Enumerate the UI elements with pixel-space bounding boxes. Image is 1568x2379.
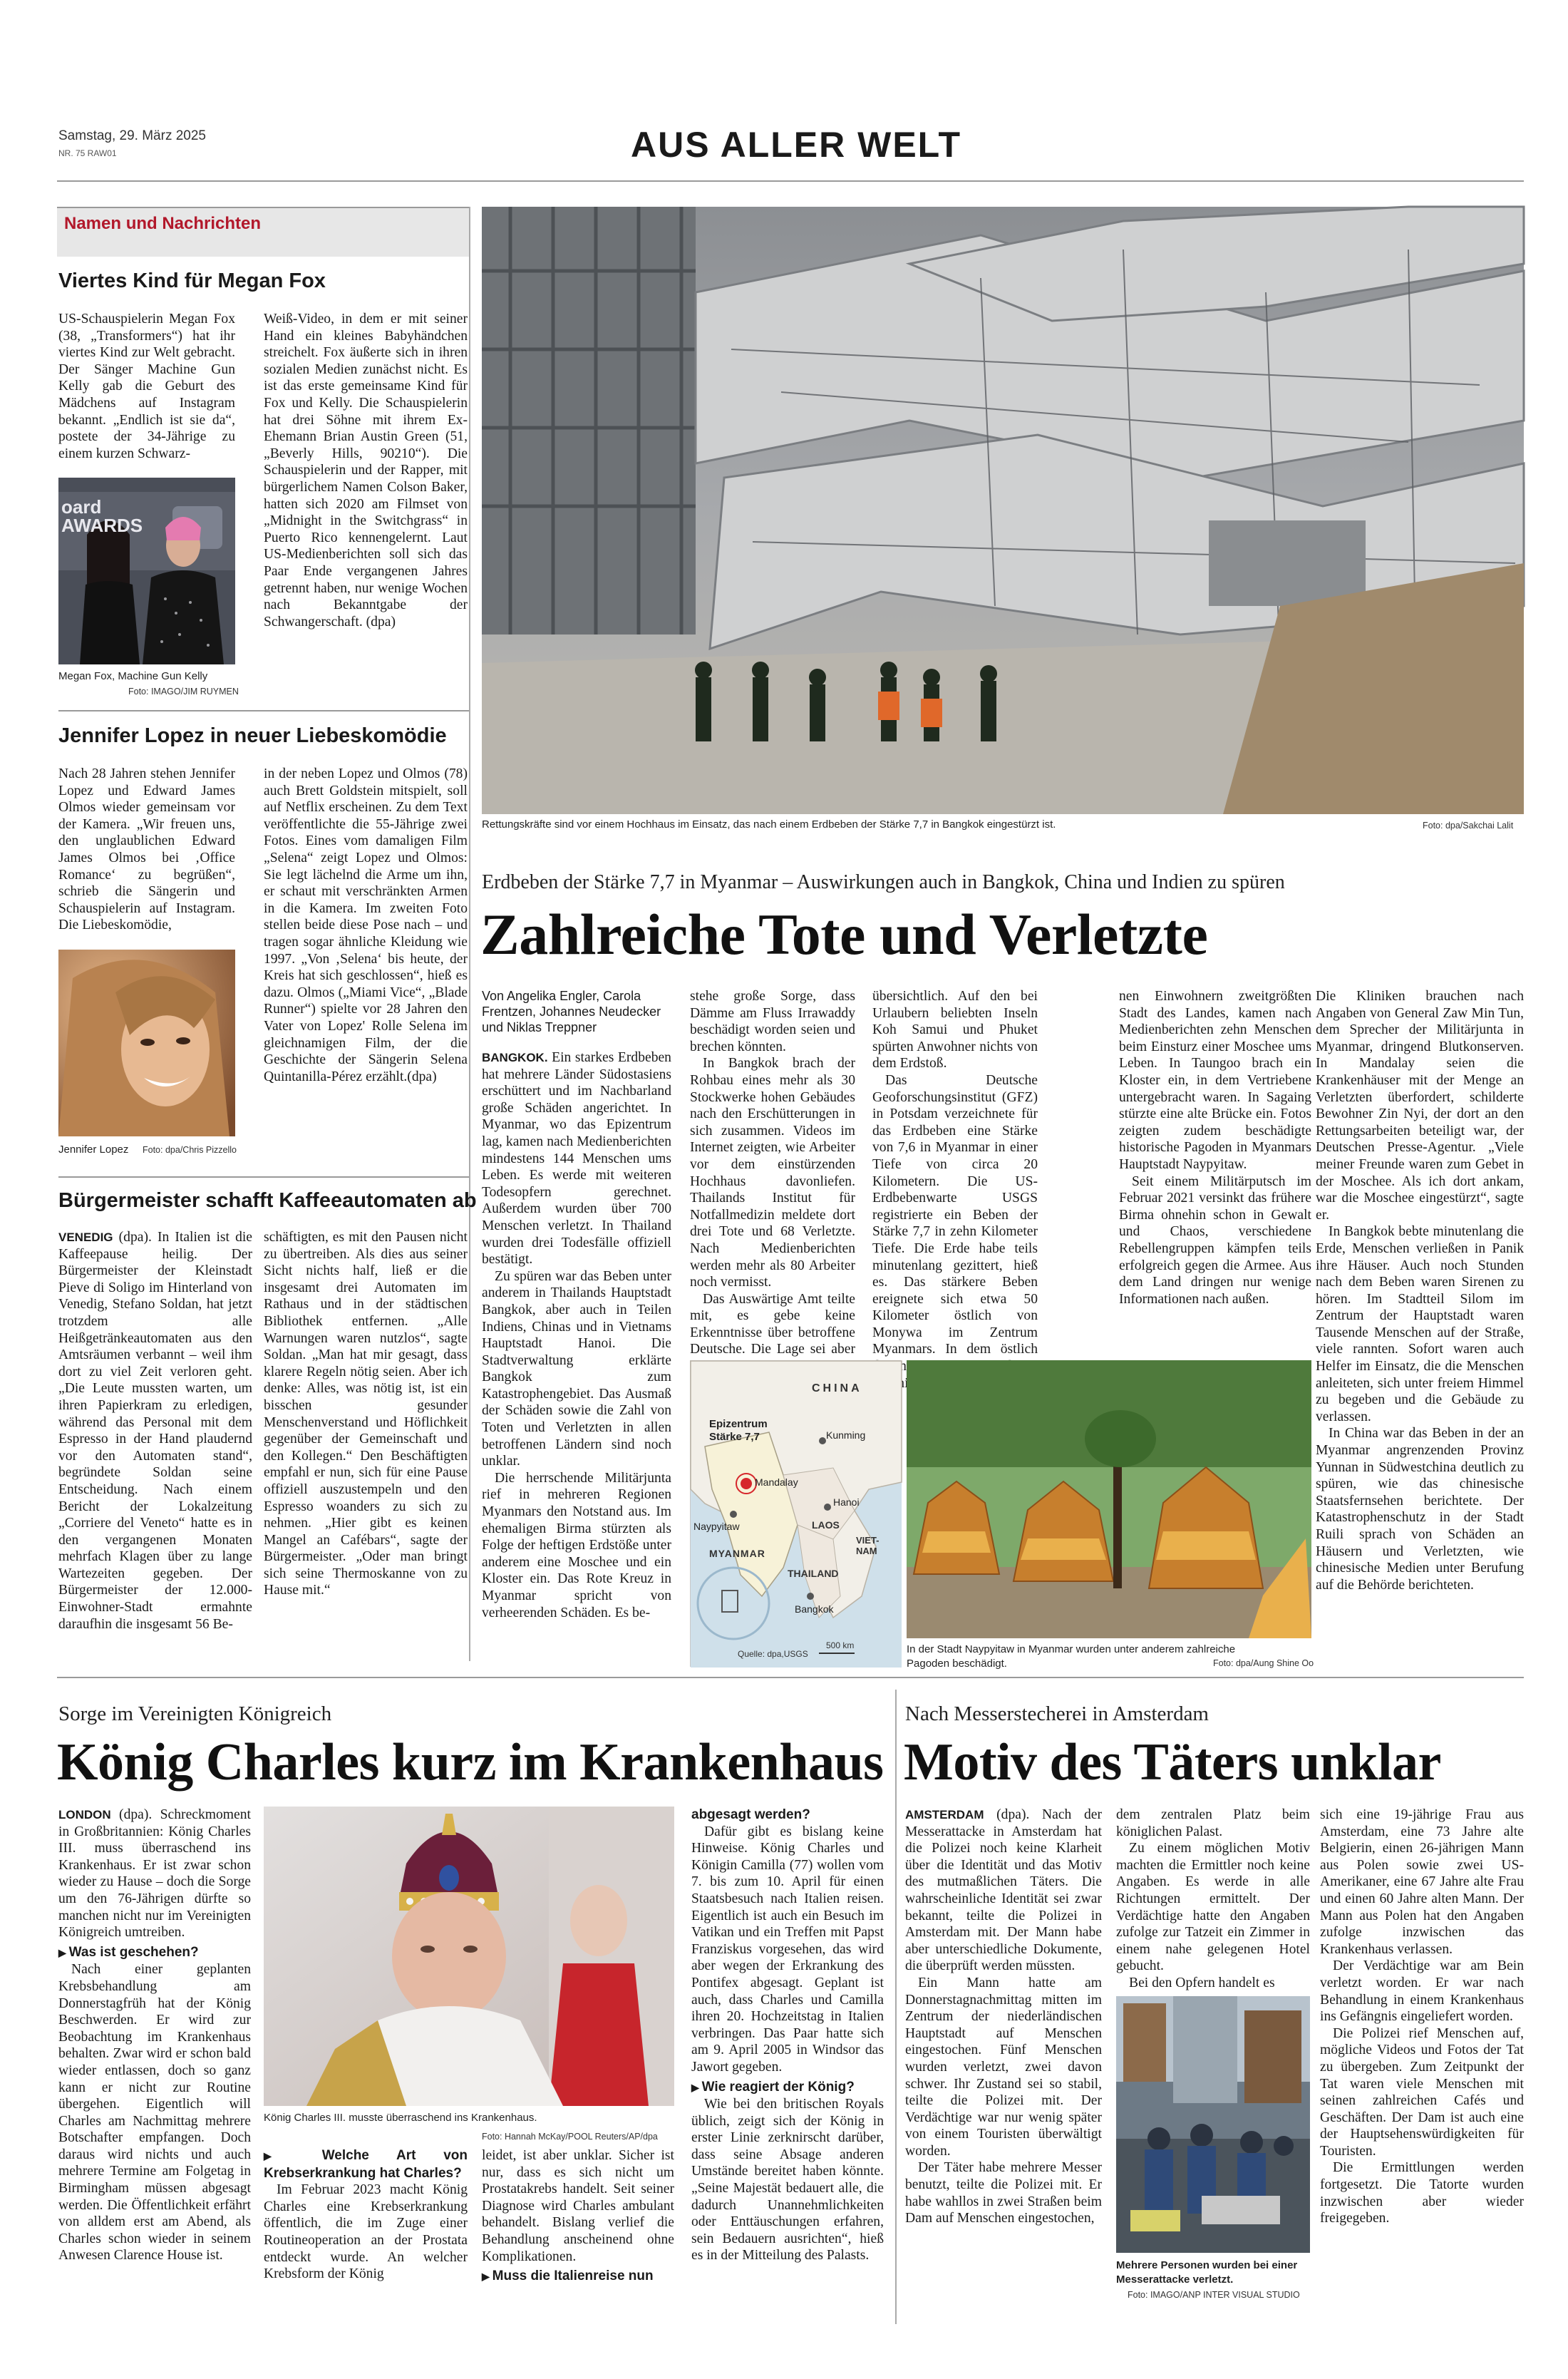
quake-map <box>690 1360 901 1667</box>
lopez-headline: Jennifer Lopez in neuer Liebeskomödie <box>58 724 447 747</box>
amsterdam-col1-p3: Der Täter habe mehrere Messer benutzt, teilte die Polizei mit. Er habe wahllos in zwei Straßen beim Dam auf Menschen eingestochen, <box>905 2160 1102 2226</box>
amsterdam-col3-p3: Die Polizei rief Menschen auf, mögliche Videos und Fotos der Tat zu übergeben. Zum Zeitpunkt der Tat waren viele Menschen mit seinen zahlreichen Cafés und Geschäften. Der Dam ist auch eine der Hauptsehenswürdigkeiten für Touristen. <box>1320 2025 1524 2159</box>
coffee-text-col1 <box>58 1229 252 1650</box>
namen-header-label: Namen und Nachrichten <box>64 214 262 233</box>
quake-col4-p1: nen Einwohnern zweitgrößten Stadt des Landes, kamen nach Medienberichten zehn Menschen beim Einsturz einer Moschee ums Leben. In Taungoo brach ein Kloster ein, in dem Vertriebene untergebracht waren. In Sagaing stürzte eine alte Brücke ein. Fotos zeigten zudem beschädigte historische Pagoden in Myanmars Hauptstadt Naypyitaw. <box>1119 989 1311 1172</box>
amsterdam-col3 <box>1320 1807 1524 2324</box>
map-label-thailand: THAILAND <box>788 1568 839 1579</box>
quake-col5-p3: In China war das Beben in der an Myanmar angrenzenden Provinz Yunnan in Südwestchina deutlich zu spüren, wie das chinesische Staatsfernsehen berichtete. Der Katastrophenschutz in der Stadt Ruili sprach von Schäden an Häusern und Verletzten, wie chinesische Medien unter Berufung auf die Behörde berichteten. <box>1316 1426 1524 1593</box>
charles-col4-p2: Wie bei den britischen Royals üblich, zeigt sich der König in erster Linie zerknirscht darüber, dass seine Absage anderen Umstände bereitet haben könnte. „Seine Majestät bedauert alle, die dadurch Unannehmlichkeiten oder Enttäuschungen erfahren, sein Bedauern ausrichten“, hieß es in der Mitteilung des Palasts. <box>691 2097 884 2264</box>
map-scale: 500 km <box>826 1640 855 1650</box>
map-label-bangkok: Bangkok <box>795 1603 834 1615</box>
coffee-text-col1-p <box>58 1229 252 1633</box>
amsterdam-kicker: Nach Messerstecherei in Amsterdam <box>905 1702 1209 1725</box>
charles-col1-p1 <box>58 1807 251 1941</box>
amsterdam-photo-image <box>1116 1996 1310 2253</box>
amsterdam-col1-p1-body: (dpa). Nach der Messerattacke in Amsterdam hat die Polizei noch keine Klarheit über die Identität und das Motiv des mutmaßlichen Täters. Die wahrscheinliche Identität sei zwar bekannt, teilte die Polizei in Amsterdam mit. Der Mann habe aber unterschiedliche Dokumente, die überprüft werden müssten. <box>905 1807 1102 1974</box>
charles-col1-p1-body: (dpa). Schreckmoment in Großbritannien: König Charles III. muss überraschend ins Krankenhaus. Er ist zwar schon wieder zu Hause – doch die Sorge um den 76-Jährigen dürfte so manchen nicht nur im Vereinigten Königreich umtreiben. <box>58 1807 251 1941</box>
quake-kicker: Erdbeben der Stärke 7,7 in Myanmar – Auswirkungen auch in Bangkok, China und Indien zu spüren <box>482 871 1285 893</box>
charles-kicker: Sorge im Vereinigten Königreich <box>58 1702 332 1725</box>
charles-headline: König Charles kurz im Krankenhaus <box>57 1733 884 1792</box>
quake-col3 <box>872 988 1038 1391</box>
charles-photo <box>264 1807 674 2106</box>
coffee-text-col2 <box>264 1229 468 1650</box>
amsterdam-col3-p4: Die Ermittlungen werden fortgesetzt. Die Tatorte wurden inzwischen aber wieder freigegeben. <box>1320 2160 1524 2226</box>
charles-photo-credit: Foto: Hannah McKay/POOL Reuters/AP/dpa <box>482 2132 658 2142</box>
charles-col1-p2: Nach einer geplanten Krebsbehandlung am Donnerstagfrüh hat der König Beschwerden. Er wird zur Beobachtung im Krankenhaus behalten. Zwar wird er schon bald wieder entlassen, doch so ganz kann er nicht zur Routine übergehen. Eigentlich will Charles am Nachmittag mehrere Botschafter empfangen. Doch daraus wird nichts und auch mehrere Termine am Folgetag in Birmingham müssen abgesagt werden. Die Öffentlichkeit erfährt von alldem erst am Abend, als Charles schon wieder in seinem Anwesen Clarence House ist. <box>58 1962 251 2264</box>
charles-col4-head: abgesagt werden? <box>691 1807 810 1822</box>
amsterdam-col2-p3: Bei den Opfern handelt es <box>1129 1975 1275 1990</box>
charles-col3 <box>482 2147 674 2324</box>
pagoda-photo-image <box>907 1360 1311 1638</box>
quake-col2 <box>690 988 855 1357</box>
map-label-hanoi: Hanoi <box>833 1496 860 1508</box>
pagoda-caption: In der Stadt Naypyitaw in Myanmar wurden unter anderem zahlreiche Pagoden beschädigt. <box>907 1643 1236 1670</box>
lopez-text-col2 <box>264 766 468 1165</box>
namen-header <box>57 207 469 257</box>
lopez-photo-image <box>58 950 235 1136</box>
quake-col2-p1: stehe große Sorge, dass Dämme am Fluss Irrawaddy beschädigt worden seien und brechen könnten. <box>690 989 855 1054</box>
charles-sub1: ▶ Was ist geschehen? <box>58 1944 251 1962</box>
pagoda-credit: Foto: dpa/Aung Shine Oo <box>1213 1658 1314 1668</box>
quake-col5 <box>1316 988 1524 1663</box>
amsterdam-col3-p1: sich eine 19-jährige Frau aus Amsterdam, eine 73 Jahre alte Belgierin, einen 26-jährigen Mann aus Polen sowie zwei US-Amerikaner, eine 67 Jahre alte Frau und einen 60 Jahre alten Mann. Der Mann aus Polen hat den Angaben zufolge inzwischen das Krankenhaus verlassen. <box>1320 1807 1524 1957</box>
amsterdam-headline: Motiv des Täters unklar <box>904 1733 1441 1792</box>
quake-photo-caption: Rettungskräfte sind vor einem Hochhaus im Einsatz, das nach einem Erdbeben der Stärke 7,7 in Bangkok eingestürzt ist. <box>482 818 1056 831</box>
map-label-china: CHINA <box>812 1382 862 1394</box>
map-label-laos: LAOS <box>812 1519 840 1531</box>
amsterdam-photo-credit: Foto: IMAGO/ANP INTER VISUAL STUDIO <box>1128 2290 1300 2300</box>
map-label-myanmar: MYANMAR <box>709 1548 765 1559</box>
quake-col5-p1: Die Kliniken brauchen nach Angaben von General Zaw Min Tun, dem Sprecher der Militärjunta in Myanmar, dringend Blutkonserven. In Mandalay seien die Krankenhäuser mit der Menge an Verletzten überfordert, schilderte Bewohner Zin Nyi, der dort an den Rettungsarbeiten beteiligt war, der Deutschen Presse-Agentur. „Viele meiner Freunde waren zum Gebet in der Moschee. Als ich dort ankam, war die Moschee eingestürzt“, sagte er. <box>1316 989 1524 1223</box>
charles-photo-image <box>264 1807 674 2106</box>
quake-headline: Zahlreiche Tote und Verletzte <box>480 902 1208 967</box>
quake-col5-p2: In Bangkok bebte minutenlang die Erde, Menschen verließen in Panik ihre Häuser. Auch noch Stunden nach dem Beben waren Sirenen zu hören. Im Stadtteil Silom im Zentrum der Hauptstadt waren Tausende Menschen auf der Straße, viele rannten. Sofort waren auch Helfer im Einsatz, die die Menschen anleiteten, sich unter freiem Himmel zu begeben und die Gebäude zu verlassen. <box>1316 1224 1524 1424</box>
lopez-text-col2-body: in der neben Lopez und Olmos (78) auch Brett Goldstein mitspielt, soll auf Netflix erscheinen. Zu dem Text veröffentlichte die 55-Jährige zwei Fotos. Eines vom damaligen Film „Selena“ zeigt Lopez und Olmos: Sie legt lächelnd die Arme um ihn, er schaut mit verschränkten Armen in die Kamera. Im zweiten Foto stellen beide diese Pose nach – und tragen sogar ähnliche Kleidung wie 1997. „Von ‚Selena‘ bis heute, der Kreis hat sich geschlossen“, hieß es dazu. Olmos („Miami Vice“, „Blade Runner“) spielte vor 28 Jahren den Vater von Lopez' Rolle Selena im gleichnamigen Film, der die Geschichte der Sängerin Selena Quintanilla-Pérez erzählt. <box>264 766 468 1084</box>
masthead-edition: NR. 75 RAW01 <box>58 148 117 158</box>
amsterdam-dateline: AMSTERDAM <box>905 1808 984 1821</box>
lopez-photo-credit: Foto: dpa/Chris Pizzello <box>143 1145 237 1155</box>
lopez-text-col2-p <box>264 766 468 1085</box>
lopez-rule <box>58 1176 469 1178</box>
map-source: Quelle: dpa,USGS <box>738 1649 808 1659</box>
amsterdam-col1-p2: Ein Mann hatte am Donnerstagnachmittag mitten im Zentrum der niederländischen Hauptstadt auf Menschen eingestochen. Fünf Menschen wurden verletzt, zwei davon schwer. Ihr Zustand sei so stabil, teilte die Polizei mit. Der Verdächtige war nur wenig später von einem Touristen überwältigt worden. <box>905 1975 1102 2159</box>
amsterdam-col2-p1: dem zentralen Platz beim königlichen Palast. <box>1116 1807 1310 1839</box>
quake-dateline: BANGKOK. <box>482 1051 548 1064</box>
quake-col4-p2: Seit einem Militärputsch im Februar 2021 versinkt das frühere Birma ohnehin schon in Gewalt und Chaos, verschiedene Rebellengruppen kämpfen teils erfolgreich gegen die Armee. Aus dem Land dringen nur wenige Informationen nach außen. <box>1119 1173 1311 1307</box>
map-land <box>691 1361 902 1668</box>
charles-dateline: LONDON <box>58 1808 111 1821</box>
fox-text-col1 <box>58 311 235 469</box>
fox-photo <box>58 478 235 664</box>
map-label-epicenter: Epizentrum Stärke 7,7 <box>709 1418 768 1443</box>
pagoda-photo <box>907 1360 1311 1638</box>
charles-col2-p1: Im Februar 2023 macht König Charles eine Krebserkrankung öffentlich, die im Zuge einer Routineoperation an der Prostata entdeckt wurde. An welcher Krebsform der König <box>264 2182 468 2282</box>
quake-col4 <box>1119 988 1311 1336</box>
quake-photo-credit: Foto: dpa/Sakchai Lalit <box>1423 821 1514 831</box>
fox-text-col2 <box>264 311 468 697</box>
left-column-rule <box>469 207 470 1661</box>
quake-col1-p3: Die herrschende Militärjunta rief in mehreren Regionen Myanmars den Notstand aus. Im ehemaligen Birma stürzten als Folge der heftigen Erdstöße unter anderem eine Moschee und ein Kloster ein. Das Rote Kreuz in Myanmar spricht von verheerenden Schäden. Es be- <box>482 1470 671 1620</box>
charles-sub2: ▶ Welche Art von Krebserkrankung hat Charles? <box>264 2147 468 2182</box>
masthead-rule <box>57 180 1524 182</box>
fox-agency: (dpa) <box>366 614 396 630</box>
fox-photo-sign: oard AWARDS <box>61 496 143 536</box>
lopez-text-col1-p: Nach 28 Jahren stehen Jennifer Lopez und Edward James Olmos wieder gemeinsam vor der Kamera. „Wir freuen uns, den unglaublichen Edward James Olmos bei ‚Office Romance‘ zu begrüßen“, schrieb die Sängerin und Schauspielerin auf Instagram. Die Liebeskomödie, <box>58 766 235 933</box>
quake-col3-p1: übersichtlich. Auf den bei Urlaubern beliebten Inseln Koh Samui und Phuket spürten Anwohner nichts von dem Erdstoß. <box>872 989 1038 1072</box>
fox-text-col2-body: Weiß-Video, in dem er mit seiner Hand ein kleines Babyhändchen streichelt. Fox äußerte sich in ihren sozialen Medien zunächst nicht. Es ist das erste gemeinsame Kind für Fox und Kelly. Die Schauspielerin hat drei Söhne mit ihrem Ex-Ehemann Brian Austin Green (51, „Beverly Hills, 90210“). Die Schauspielerin und der Rapper, mit bürgerlichem Namen Colson Baker, hatten sich 2020 am Filmset von „Midnight in the Switchgrass“ in Puerto Rico kennengelernt. Laut US-Medienberichten soll sich das Paar Ende vergangenen Jahres getrennt haben, nur wenige Wochen nach Bekanntgabe der Schwangerschaft. <box>264 312 468 630</box>
fox-photo-caption: Megan Fox, Machine Gun Kelly <box>58 670 208 682</box>
bottom-divider <box>895 1690 897 2324</box>
quake-col1 <box>482 988 671 1663</box>
charles-col4 <box>691 1807 884 2324</box>
charles-col4-p1: Dafür gibt es bislang keine Hinweise. König Charles und Königin Camilla (77) wollen vom 7. bis zum 10. April für einen Staatsbesuch nach Italien reisen. Eigentlich ist auch ein Besuch im Vatikan und ein Treffen mit Papst Franziskus vorgesehen, das wird aber wegen der Erkrankung des Pontifex abgesagt. Geplant ist auch, dass Charles und Camilla ihren 20. Hochzeitstag in Italien verbringen. Das Paar hatte sich am 9. April 2005 in Windsor das Jawort gegeben. <box>691 1824 884 2075</box>
coffee-dateline: VENEDIG <box>58 1230 113 1244</box>
amsterdam-col2-p2: Zu einem möglichen Motiv machten die Ermittler noch keine Angaben. Es werde in alle Richtungen ermittelt. Der Verdächtige hatte den Angaben zufolge zur Tatzeit ein Zimmer in einem nahe gelegenen Hotel gebucht. <box>1116 1841 1310 1974</box>
quake-main-photo <box>482 207 1524 814</box>
map-label-naypyitaw: Naypyitaw <box>693 1521 740 1532</box>
section-title: AUS ALLER WELT <box>631 125 962 165</box>
charles-sub4: ▶ Wie reagiert der König? <box>691 2079 884 2097</box>
quake-col2-p2: In Bangkok brach der Rohbau eines mehr als 30 Stockwerke hohen Gebäudes nach den Erschütterungen in sich zusammen. Videos im Internet zeigten, wie Arbeiter vor dem einstürzenden Hochhaus davonliefen. Thailands Institut für Notfallmedizin meldete dort drei Tote und 68 Verletzte. Nach Medienberichten werden mehr als 80 Arbeiter noch vermisst. <box>690 1056 855 1290</box>
charles-photo-caption: König Charles III. musste überraschend ins Krankenhaus. <box>264 2112 537 2124</box>
quake-col1-p1 <box>482 1049 671 1268</box>
map-label-kunming: Kunming <box>826 1429 866 1441</box>
coffee-headline: Bürgermeister schafft Kaffeeautomaten ab <box>58 1189 477 1212</box>
masthead-date: Samstag, 29. März 2025 <box>58 128 206 143</box>
map-label-mandalay: Mandalay <box>755 1476 798 1488</box>
fox-headline: Viertes Kind für Megan Fox <box>58 269 326 292</box>
amsterdam-photo <box>1116 1996 1310 2253</box>
charles-col2 <box>264 2147 468 2324</box>
coffee-text-col2-p: schäftigten, es mit den Pausen nicht zu übertreiben. Als dies aus seiner Sicht nichts half, ließ er die insgesamt drei Automaten im Rathaus und in der städtischen Bibliothek entfernen. „Alle Warnungen waren nutzlos“, sagte Soldan. „Man hat mir gesagt, dass klarere Regeln nötig seien. Aber ich denke: Alles, was nötig ist, ist ein bisschen gesunder Menschenverstand und Höflichkeit gegenüber der Gemeinschaft und den Kollegen.“ Den Beschäftigten empfahl er nun, sich für eine Pause offiziell auszustempeln und den Espresso woanders zu sich zu nehmen. „Hier gibt es keinen Mangel an Cafébars“, sagte der Bürgermeister. „Oder man bringt sich seine Thermoskanne von zu Hause mit.“ <box>264 1230 468 1598</box>
fox-photo-credit: Foto: IMAGO/JIM RUYMEN <box>128 687 239 697</box>
lopez-photo <box>58 950 235 1136</box>
bottom-rule <box>57 1677 1524 1678</box>
amsterdam-col1 <box>905 1807 1102 2324</box>
lopez-photo-caption: Jennifer Lopez <box>58 1144 129 1156</box>
lopez-agency: (dpa) <box>407 1069 437 1084</box>
charles-col3-p1: leidet, ist aber unklar. Sicher ist nur, dass es sich nicht um Prostatakrebs handelt. Seit seiner Diagnose wird Charles ambulant behandelt. Bislang verlief die Behandlung anscheinend ohne Komplikationen. <box>482 2148 674 2264</box>
amsterdam-col1-p1 <box>905 1807 1102 1975</box>
fox-text-col1-p: US-Schauspielerin Megan Fox (38, „Transformers“) hat ihr viertes Kind zur Welt gebracht. Der Sänger Machine Gun Kelly gab die Geburt des Mädchens auf Instagram bekannt. „Endlich ist sie da“, postete der 34-Jährige zu einem kurzen Schwarz- <box>58 312 235 461</box>
quake-col1-p2: Zu spüren war das Beben unter anderem in Thailands Hauptstadt Bangkok, aber auch in Teilen Indiens, Chinas und in Vietnams Hauptstadt Hanoi. Die Stadtverwaltung erklärte Bangkok zum Katastrophengebiet. Das Ausmaß der Schäden sowie die Zahl von Toten und Verletzten in allen betroffenen Ländern sind noch unklar. <box>482 1268 671 1469</box>
lopez-text-col1 <box>58 766 235 942</box>
fox-text-col2-p <box>264 311 468 630</box>
charles-col1 <box>58 1807 251 2324</box>
quake-byline: Von Angelika Engler, Carola Frentzen, Johannes Neudecker und Niklas Treppner <box>482 989 661 1034</box>
amsterdam-col2 <box>1116 1807 1310 1989</box>
fox-rule <box>58 710 469 711</box>
quake-col1-p1-body: Ein starkes Erdbeben hat mehrere Länder Südostasiens erschüttert und im Nachbarland große Schäden angerichtet. In Myanmar, wo das Epizentrum lag, kamen nach Medienberichten mindestens 144 Menschen ums Leben. Es werde mit weiteren Todesopfern gerechnet. Außerdem wurden über 700 Menschen verletzt. In Thailand wurden drei Todesfälle offiziell bestätigt. <box>482 1050 671 1268</box>
quake-col3-p2: Das Deutsche Geoforschungsinstitut (GFZ) in Potsdam verzeichnete für das Erdbeben eine Stärke von 7,6 in Myanmar in einer Tiefe von circa 20 Kilometern. Die US-Erdbebenwarte USGS registrierte ein Beben der Stärke 7,7 in zehn Kilometer Tiefe. Die Erde habe teils minutenlang gezittert, hieß es. Das stärkere Beben ereignete sich etwa 50 Kilometer östlich von Monywa im Zentrum Myanmars. In dem östlich mit <box>872 1072 1038 1391</box>
amsterdam-photo-caption: Mehrere Personen wurden bei einer Messerattacke verletzt. <box>1116 2259 1298 2286</box>
amsterdam-col3-p2: Der Verdächtige war am Bein verletzt worden. Er war nach Behandlung in einem Krankenhaus ins Gefängnis eingeliefert worden. <box>1320 1958 1524 2025</box>
quake-col2-p3: Das Auswärtige Amt teilte mit, es gebe keine Erkenntnisse über betroffene Deutsche. Die Lage sei aber <box>690 1291 855 1357</box>
map-label-vietnam: VIET-NAM <box>856 1535 880 1556</box>
quake-main-photo-image <box>482 207 1524 814</box>
charles-sub3: ▶ Muss die Italienreise nun <box>482 2268 674 2286</box>
coffee-text-col1-body: (dpa). In Italien ist die Kaffeepause heilig. Der Bürgermeister der Kleinstadt Pieve di Soligo im Hinterland von Venedig, Stefano Soldan, hat jetzt trotzdem alle Heißgetränkeautomaten aus den Amtsräumen verbannt – weil ihm dort zu viel Zeit verloren geht. „Die Leute mussten warten, um ihren Papierkram zu erledigen, während das Personal mit dem Espresso in der Hand plaudernd vor den Automaten stand“, begründete Soldan seine Entscheidung. Nach einem Bericht der Lokalzeitung „Corriere del Veneto“ hatte es in den vergangenen Monaten mehrfach Klagen über zu lange Wartezeiten gegeben. Der Bürgermeister der 12.000-Einwohner-Stadt ermahnte daraufhin die insgesamt 56 Be- <box>58 1230 253 1632</box>
